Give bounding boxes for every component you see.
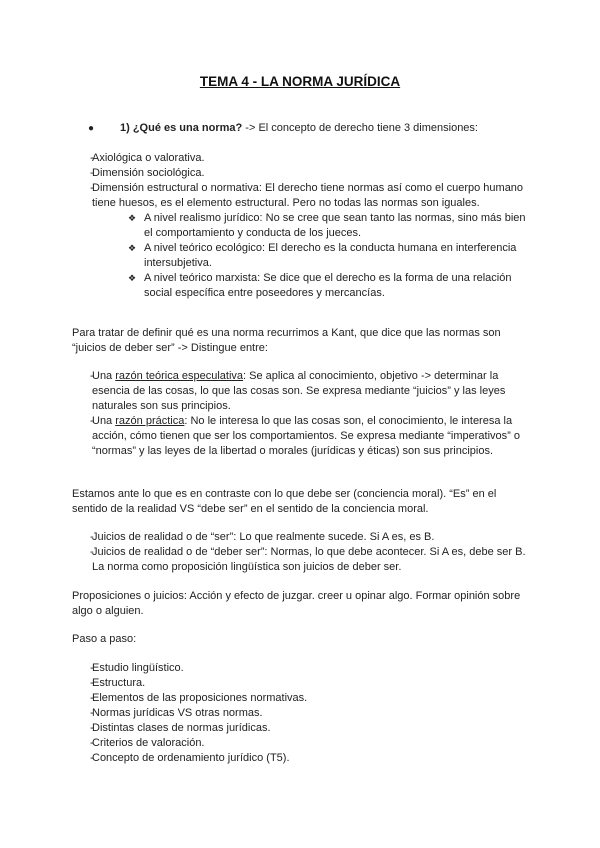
list-item: - Normas jurídicas VS otras normas.	[72, 706, 534, 721]
diamond-bullet-icon: ❖	[128, 213, 137, 223]
list-item: - Axiológica o valorativa.	[72, 151, 534, 166]
steps-section	[72, 661, 534, 766]
list-item: - Concepto de ordenamiento jurídico (T5).	[72, 751, 534, 766]
term-underlined: razón práctica	[115, 415, 185, 427]
bullet-icon: ●	[88, 123, 95, 134]
dimensions-section	[72, 151, 534, 301]
list-item: ❖ A nivel realismo jurídico: No se cree que sean tanto las normas, sino más bien el comportamiento y conducta de los jueces.	[128, 212, 526, 239]
list-item: - Dimensión estructural o normativa: El derecho tiene normas así como el cuerpo humano tiene huesos, es el elemento estructural. Pero no todas las normas son iguales.	[72, 181, 534, 211]
judgments-list	[72, 530, 534, 575]
steps-list	[72, 661, 534, 766]
list-item: - Dimensión sociológica.	[72, 166, 534, 181]
reasons-list	[72, 369, 534, 459]
question-bold: 1) ¿Qué es una norma?	[120, 122, 243, 134]
steps-heading: Paso a paso:	[72, 633, 137, 645]
list-item: - Juicios de realidad o de “ser”: Lo que realmente sucede. Si A es, es B.	[72, 530, 534, 545]
dimensions-list	[72, 151, 534, 211]
list-item: - Juicios de realidad o de “deber ser”: Normas, lo que debe acontecer. Si A es, debe ser B. La norma como proposición lingüística son juicios de deber ser.	[72, 545, 534, 575]
page-title: TEMA 4 - LA NORMA JURÍDICA	[199, 74, 401, 89]
propositions-paragraph: Proposiciones o juicios: Acción y efecto de juzgar. creer u opinar algo. Formar opinión sobre algo o alguien.	[72, 590, 521, 617]
list-item: ❖ A nivel teórico ecológico: El derecho es la conducta humana en interferencia intersubjetiva.	[128, 242, 517, 269]
list-item: - Criterios de valoración.	[72, 736, 534, 751]
question-rest: -> El concepto de derecho tiene 3 dimensiones:	[242, 122, 478, 134]
levels-list	[72, 211, 534, 301]
list-item: - Distintas clases de normas jurídicas.	[72, 721, 534, 736]
kant-intro: Para tratar de definir qué es una norma recurrimos a Kant, que dice que las normas son “juicios de deber ser” -> Distingue entre:	[72, 327, 501, 354]
diamond-bullet-icon: ❖	[128, 273, 137, 283]
contrast-paragraph: Estamos ante lo que es en contraste con lo que debe ser (conciencia moral). “Es” en el sentido de la realidad VS “debe ser” en el sentido de la conciencia moral.	[72, 488, 497, 515]
list-item: ❖ A nivel teórico marxista: Se dice que el derecho es la forma de una relación social específica entre poseedores y mercancías.	[128, 272, 512, 299]
list-item: - Estructura.	[72, 676, 534, 691]
list-item: - Elementos de las proposiciones normativas.	[72, 691, 534, 706]
list-item: - Estudio lingüístico.	[72, 661, 534, 676]
list-item: - Una razón teórica especulativa: Se aplica al conocimiento, objetivo -> determinar la esencia de las cosas, lo que las cosas son. Se expresa mediante “juicios” y las leyes naturales son sus principios.	[72, 369, 534, 414]
term-underlined: razón teórica especulativa	[115, 370, 244, 382]
diamond-bullet-icon: ❖	[128, 243, 137, 253]
judgments-section	[72, 530, 534, 575]
list-item: - Una razón práctica: No le interesa lo que las cosas son, el conocimiento, le interesa la acción, cómo tienen que ser los comportamientos. Se expresa mediante “imperativos” o “normas” y las leyes de la libertad o morales (jurídicas y éticas) son sus principios.	[72, 414, 534, 459]
reasons-section	[72, 369, 534, 459]
